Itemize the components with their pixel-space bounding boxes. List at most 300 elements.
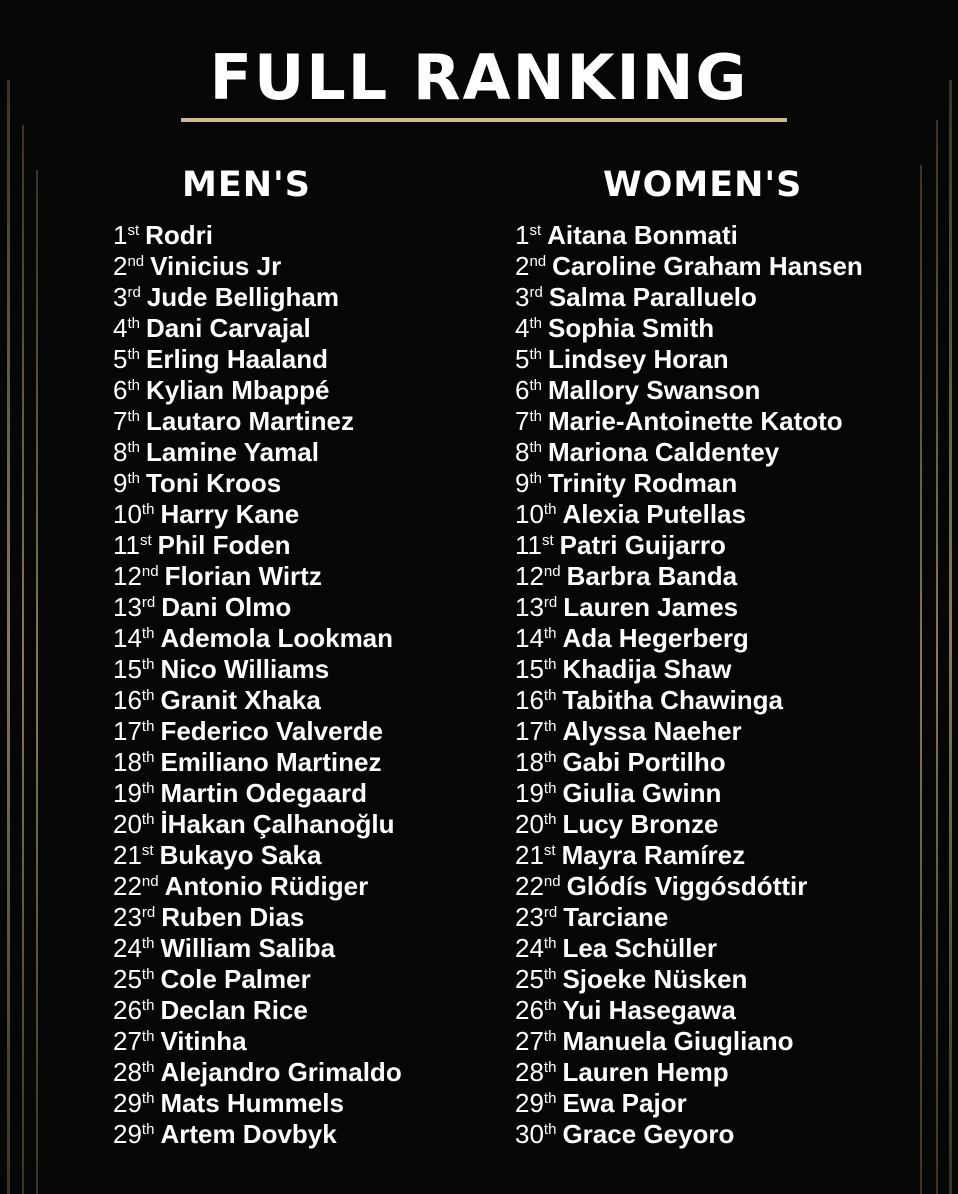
rank-number: 25 (113, 964, 142, 994)
womens-ranking-list (515, 220, 863, 1150)
mens-ranking-list (113, 220, 402, 1150)
player-name: William Saliba (160, 933, 336, 963)
rank-number: 10 (113, 499, 142, 529)
rank-number: 19 (113, 778, 142, 808)
list-item (515, 685, 863, 716)
list-item (113, 530, 402, 561)
rank-number: 18 (113, 747, 142, 777)
rank (515, 964, 556, 994)
right-border-strip-2 (936, 120, 938, 1194)
list-item (515, 313, 863, 344)
list-item (515, 778, 863, 809)
rank-number: 17 (113, 716, 142, 746)
list-item (113, 282, 402, 313)
rank (515, 809, 556, 839)
player-name: Vinicius Jr (150, 251, 282, 281)
rank (113, 995, 154, 1025)
player-name: Ademola Lookman (160, 623, 394, 653)
rank (113, 561, 159, 591)
rank-suffix: th (543, 1028, 557, 1045)
player-name: Artem Dovbyk (160, 1119, 337, 1149)
rank-number: 8 (515, 437, 530, 467)
player-name: Mariona Caldentey (547, 437, 780, 467)
rank-number: 23 (515, 902, 544, 932)
rank-suffix: th (543, 718, 557, 735)
player-name: Nico Williams (160, 654, 330, 684)
rank-suffix: nd (141, 873, 159, 890)
rank (113, 313, 140, 343)
player-name: Alexia Putellas (562, 499, 746, 529)
list-item (515, 623, 863, 654)
list-item (515, 1119, 863, 1150)
rank-suffix: st (542, 532, 554, 549)
rank (113, 1088, 154, 1118)
rank-number: 25 (515, 964, 544, 994)
player-name: Vitinha (160, 1026, 247, 1056)
list-item (515, 933, 863, 964)
rank (515, 499, 556, 529)
rank-suffix: th (543, 687, 557, 704)
rank (515, 1088, 556, 1118)
player-name: İHakan Çalhanoğlu (160, 809, 395, 839)
rank (113, 685, 154, 715)
rank (113, 437, 140, 467)
player-name: Mallory Swanson (547, 375, 761, 405)
list-item (515, 220, 863, 251)
player-name: Sophia Smith (547, 313, 715, 343)
rank-suffix: th (529, 346, 542, 363)
rank (515, 716, 556, 746)
player-name: Gabi Portilho (562, 747, 726, 777)
list-item (113, 1088, 402, 1119)
list-item (113, 313, 402, 344)
rank-number: 15 (515, 654, 544, 684)
player-name: Yui Hasegawa (562, 995, 736, 1025)
rank-suffix: st (127, 222, 140, 239)
player-name: Marie-Antoinette Katoto (547, 406, 843, 436)
rank (515, 933, 556, 963)
player-name: Caroline Graham Hansen (552, 251, 863, 281)
rank (113, 964, 154, 994)
rank (515, 220, 541, 250)
rank (515, 406, 542, 436)
list-item (515, 282, 863, 313)
rank-suffix: th (127, 408, 140, 425)
rank (113, 406, 140, 436)
rank-number: 14 (113, 623, 142, 653)
player-name: Emiliano Martinez (160, 747, 382, 777)
page-title: FULL RANKING (209, 41, 749, 114)
rank (113, 716, 154, 746)
player-name: Lauren James (563, 592, 739, 622)
left-border-strip-1 (7, 80, 10, 1194)
player-name: Lauren Hemp (562, 1057, 729, 1087)
player-name: Kylian Mbappé (145, 375, 330, 405)
rank (515, 685, 556, 715)
rank (515, 1057, 556, 1087)
rank (515, 313, 542, 343)
rank-suffix: th (543, 656, 557, 673)
rank (515, 778, 556, 808)
player-name: Patri Guijarro (559, 530, 726, 560)
player-name: Harry Kane (160, 499, 300, 529)
rank-number: 1 (113, 220, 128, 250)
list-item (113, 933, 402, 964)
list-item (113, 1057, 402, 1088)
list-item (515, 499, 863, 530)
rank-suffix: th (529, 408, 542, 425)
rank-suffix: th (543, 966, 557, 983)
rank-suffix: th (543, 1059, 557, 1076)
list-item (113, 1026, 402, 1057)
rank-suffix: th (529, 315, 542, 332)
player-name: Barbra Banda (566, 561, 738, 591)
rank-suffix: th (543, 1090, 557, 1107)
player-name: Rodri (145, 220, 214, 250)
player-name: Alyssa Naeher (562, 716, 742, 746)
rank (515, 1026, 556, 1056)
rank-number: 19 (515, 778, 544, 808)
rank-number: 6 (515, 375, 530, 405)
rank-number: 8 (113, 437, 128, 467)
left-border-strip-2 (22, 125, 24, 1194)
player-name: Lautaro Martinez (145, 406, 355, 436)
rank (113, 654, 154, 684)
rank-number: 11 (113, 530, 140, 560)
list-item (113, 778, 402, 809)
rank (113, 1119, 154, 1149)
list-item (515, 809, 863, 840)
rank-suffix: th (127, 377, 140, 394)
list-item (113, 561, 402, 592)
list-item (113, 406, 402, 437)
rank-suffix: rd (141, 594, 156, 611)
player-name: Lamine Yamal (145, 437, 319, 467)
rank-number: 12 (113, 561, 142, 591)
rank-number: 16 (113, 685, 142, 715)
rank-number: 3 (515, 282, 530, 312)
list-item (515, 902, 863, 933)
list-item (113, 902, 402, 933)
rank (515, 623, 556, 653)
rank-suffix: st (529, 222, 542, 239)
rank-number: 12 (515, 561, 544, 591)
rank-suffix: th (529, 439, 542, 456)
rank (515, 530, 554, 560)
rank (515, 468, 542, 498)
rank (515, 654, 556, 684)
rank (113, 871, 159, 901)
list-item (113, 592, 402, 623)
rank-suffix: th (543, 780, 557, 797)
rank-suffix: nd (543, 563, 561, 580)
list-item (113, 499, 402, 530)
rank-number: 24 (113, 933, 142, 963)
womens-heading: WOMEN'S (603, 165, 803, 205)
player-name: Dani Olmo (161, 592, 292, 622)
rank-suffix: rd (543, 904, 558, 921)
rank-suffix: th (141, 780, 155, 797)
rank-suffix: th (543, 501, 557, 518)
rank-number: 6 (113, 375, 128, 405)
rank-suffix: th (141, 625, 155, 642)
rank (515, 902, 557, 932)
rank-suffix: th (141, 1028, 155, 1045)
rank-number: 9 (515, 468, 530, 498)
rank-suffix: th (141, 718, 155, 735)
list-item (515, 437, 863, 468)
rank-number: 3 (113, 282, 128, 312)
rank-suffix: th (529, 470, 542, 487)
rank-suffix: rd (141, 904, 156, 921)
rank-suffix: st (141, 842, 154, 859)
rank-number: 24 (515, 933, 544, 963)
rank-suffix: th (127, 315, 140, 332)
player-name: Mats Hummels (160, 1088, 344, 1118)
list-item (113, 344, 402, 375)
list-item (113, 747, 402, 778)
player-name: Alejandro Grimaldo (160, 1057, 402, 1087)
rank-suffix: th (127, 346, 140, 363)
rank-suffix: th (141, 1090, 155, 1107)
rank-number: 5 (113, 344, 128, 374)
list-item (113, 964, 402, 995)
rank-number: 21 (515, 840, 544, 870)
player-name: Giulia Gwinn (562, 778, 722, 808)
rank-number: 22 (113, 871, 142, 901)
rank-suffix: rd (529, 284, 543, 301)
player-name: Antonio Rüdiger (164, 871, 369, 901)
rank-number: 1 (515, 220, 530, 250)
rank-number: 22 (515, 871, 544, 901)
player-name: Tarciane (563, 902, 669, 932)
rank-suffix: th (141, 656, 155, 673)
rank (113, 530, 152, 560)
list-item (113, 375, 402, 406)
player-name: Lindsey Horan (547, 344, 729, 374)
list-item (515, 592, 863, 623)
list-item (515, 406, 863, 437)
player-name: Erling Haaland (145, 344, 329, 374)
rank (515, 437, 542, 467)
rank (113, 468, 140, 498)
rank-suffix: th (141, 501, 155, 518)
rank (515, 282, 543, 312)
player-name: Granit Xhaka (160, 685, 321, 715)
rank-suffix: th (141, 997, 155, 1014)
rank (515, 747, 556, 777)
player-name: Cole Palmer (160, 964, 311, 994)
rank (515, 375, 542, 405)
rank (515, 344, 542, 374)
rank (515, 871, 561, 901)
rank-number: 21 (113, 840, 142, 870)
player-name: Toni Kroos (145, 468, 282, 498)
rank-suffix: nd (141, 563, 159, 580)
list-item (515, 654, 863, 685)
list-item (113, 809, 402, 840)
list-item (515, 468, 863, 499)
rank (113, 1057, 154, 1087)
list-item (113, 871, 402, 902)
rank-suffix: th (543, 935, 557, 952)
rank (113, 592, 155, 622)
rank-suffix: nd (543, 873, 561, 890)
player-name: Lea Schüller (562, 933, 718, 963)
rank-suffix: th (543, 749, 557, 766)
player-name: Phil Foden (157, 530, 291, 560)
list-item (515, 995, 863, 1026)
rank-number: 9 (113, 468, 128, 498)
rank-number: 4 (113, 313, 128, 343)
rank-suffix: th (141, 966, 155, 983)
rank (113, 251, 144, 281)
rank-number: 29 (113, 1119, 142, 1149)
rank (113, 375, 140, 405)
rank (515, 1119, 556, 1149)
player-name: Trinity Rodman (547, 468, 738, 498)
rank-suffix: th (141, 687, 155, 704)
list-item (113, 1119, 402, 1150)
player-name: Ruben Dias (161, 902, 305, 932)
rank-suffix: th (543, 811, 557, 828)
player-name: Lucy Bronze (562, 809, 719, 839)
rank-number: 15 (113, 654, 142, 684)
rank-number: 16 (515, 685, 544, 715)
list-item (113, 654, 402, 685)
list-item (515, 1026, 863, 1057)
rank-number: 20 (113, 809, 142, 839)
player-name: Manuela Giugliano (562, 1026, 794, 1056)
rank-suffix: th (141, 1121, 155, 1138)
rank-number: 2 (515, 251, 530, 281)
player-name: Jude Belligham (146, 282, 339, 312)
rank-suffix: nd (529, 253, 547, 270)
rank (113, 747, 154, 777)
rank-suffix: rd (543, 594, 558, 611)
rank (113, 1026, 154, 1056)
rank-number: 20 (515, 809, 544, 839)
rank-suffix: th (529, 377, 542, 394)
rank (113, 840, 154, 870)
rank (113, 933, 154, 963)
player-name: Martin Odegaard (160, 778, 368, 808)
list-item (515, 375, 863, 406)
list-item (113, 623, 402, 654)
mens-heading: MEN'S (182, 165, 311, 205)
rank-suffix: th (141, 1059, 155, 1076)
list-item (515, 344, 863, 375)
rank (515, 995, 556, 1025)
list-item (515, 964, 863, 995)
list-item (113, 251, 402, 282)
rank-number: 10 (515, 499, 544, 529)
list-item (113, 437, 402, 468)
rank-suffix: th (141, 935, 155, 952)
rank-number: 30 (515, 1119, 544, 1149)
rank-suffix: th (543, 625, 557, 642)
rank-number: 29 (515, 1088, 544, 1118)
list-item (113, 468, 402, 499)
list-item (113, 716, 402, 747)
rank-number: 26 (515, 995, 544, 1025)
rank-number: 18 (515, 747, 544, 777)
rank-number: 17 (515, 716, 544, 746)
list-item (113, 685, 402, 716)
player-name: Federico Valverde (160, 716, 383, 746)
player-name: Florian Wirtz (164, 561, 322, 591)
player-name: Bukayo Saka (159, 840, 322, 870)
rank-suffix: st (140, 532, 152, 549)
player-name: Aitana Bonmati (547, 220, 738, 250)
rank (113, 499, 154, 529)
player-name: Declan Rice (160, 995, 308, 1025)
rank-number: 26 (113, 995, 142, 1025)
rank (515, 592, 557, 622)
list-item (515, 251, 863, 282)
rank (113, 344, 140, 374)
rank-suffix: th (543, 1121, 557, 1138)
rank-number: 7 (515, 406, 530, 436)
player-name: Sjoeke Nüsken (562, 964, 748, 994)
rank (515, 251, 546, 281)
list-item (113, 995, 402, 1026)
rank-number: 4 (515, 313, 530, 343)
player-name: Ada Hegerberg (562, 623, 749, 653)
rank-suffix: st (543, 842, 556, 859)
rank (113, 623, 154, 653)
rank (113, 809, 154, 839)
list-item (515, 871, 863, 902)
rank-number: 13 (113, 592, 142, 622)
list-item (515, 530, 863, 561)
rank-suffix: th (141, 811, 155, 828)
rank-number: 2 (113, 251, 128, 281)
list-item (515, 561, 863, 592)
player-name: Glódís Viggósdóttir (566, 871, 808, 901)
player-name: Ewa Pajor (562, 1088, 687, 1118)
list-item (515, 840, 863, 871)
rank-number: 7 (113, 406, 128, 436)
rank-number: 27 (515, 1026, 544, 1056)
player-name: Mayra Ramírez (561, 840, 746, 870)
rank-number: 27 (113, 1026, 142, 1056)
right-border-strip-3 (920, 165, 922, 1194)
player-name: Tabitha Chawinga (562, 685, 783, 715)
rank-suffix: nd (127, 253, 145, 270)
rank-number: 5 (515, 344, 530, 374)
rank-suffix: th (127, 439, 140, 456)
rank (515, 561, 561, 591)
rank (113, 282, 141, 312)
rank-number: 23 (113, 902, 142, 932)
rank-number: 13 (515, 592, 544, 622)
rank (113, 778, 154, 808)
rank-suffix: th (543, 997, 557, 1014)
rank-number: 28 (515, 1057, 544, 1087)
rank (515, 840, 556, 870)
list-item (515, 747, 863, 778)
rank-number: 11 (515, 530, 542, 560)
left-border-strip-3 (36, 170, 38, 1194)
title-underline (181, 118, 787, 122)
list-item (113, 220, 402, 251)
rank-suffix: th (127, 470, 140, 487)
rank-number: 29 (113, 1088, 142, 1118)
rank-number: 14 (515, 623, 544, 653)
player-name: Khadija Shaw (562, 654, 732, 684)
list-item (515, 716, 863, 747)
